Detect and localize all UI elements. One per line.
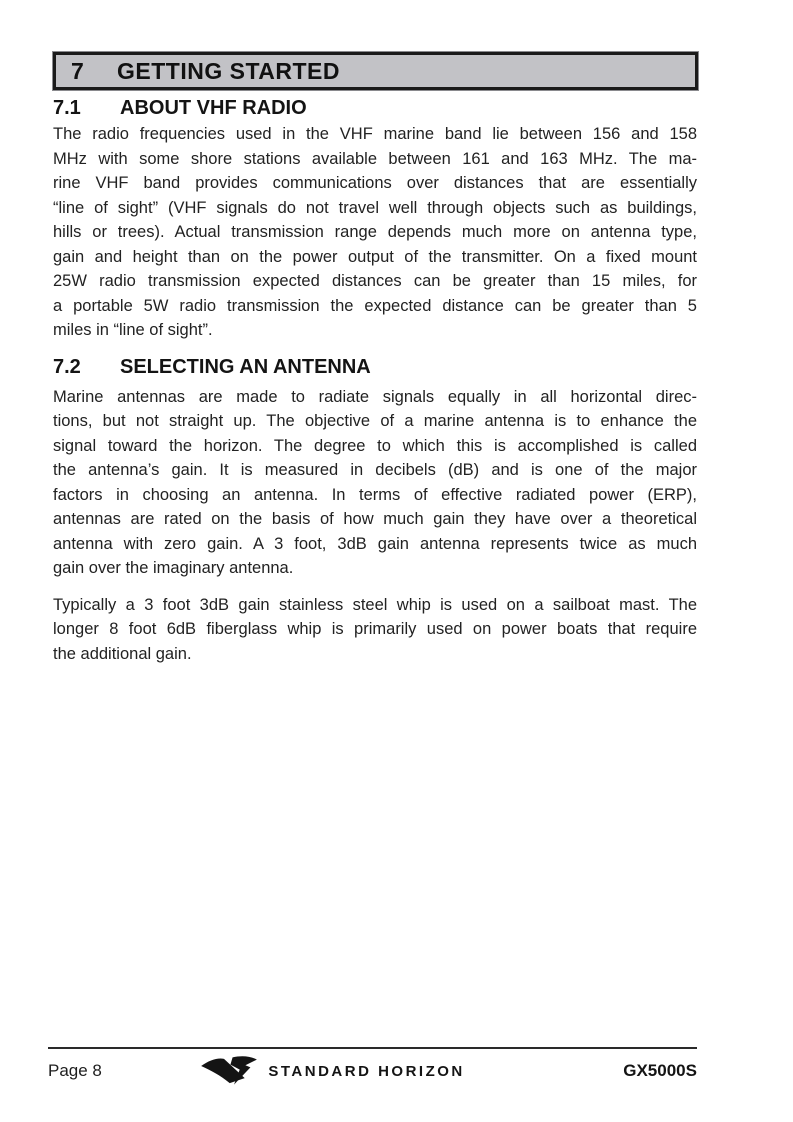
- text-line: Marine antennas are made to radiate signals equally in all horizontal direc-: [53, 387, 697, 406]
- section-heading-7-2: [53, 354, 697, 380]
- text-line: hills or trees). Actual transmission range depends much more on antenna type,: [53, 223, 697, 241]
- brand-logo: [200, 1056, 464, 1086]
- text-line: Typically a 3 foot 3dB gain stainless steel whip is used on a sailboat mast. The: [53, 595, 697, 614]
- chapter-number: 7: [71, 57, 85, 84]
- text-line: 25W radio transmission expected distances can be greater than 15 miles, for: [53, 272, 697, 290]
- page-number-label: Page 8: [48, 1061, 102, 1080]
- text-line: gain and height than on the power output of the transmitter. On a fixed mount: [53, 247, 697, 266]
- text-line: a portable 5W radio transmission the expected distance can be greater than 5: [53, 296, 697, 315]
- text-line: tions, but not straight up. The objective of a marine antenna is to enhance the: [53, 412, 697, 430]
- paragraph-antenna-gain: [53, 385, 697, 581]
- section-number: 7.2: [53, 355, 81, 378]
- footer-row: [48, 1056, 697, 1086]
- text-line: the additional gain.: [53, 644, 192, 663]
- text-line: MHz with some shore stations available between 161 and 163 MHz. The ma-: [53, 149, 697, 168]
- section-title: SELECTING AN ANTENNA: [120, 355, 371, 378]
- chapter-title: GETTING STARTED: [117, 57, 341, 84]
- page-content: [53, 52, 697, 666]
- chapter-header-bar: [53, 52, 698, 90]
- standard-horizon-swoosh-icon: [200, 1056, 258, 1086]
- text-line: signal toward the horizon. The degree to which this is accomplished is called: [53, 436, 697, 455]
- section-heading-7-1: [53, 95, 697, 121]
- section-title: ABOUT VHF RADIO: [120, 97, 307, 119]
- section-number: 7.1: [53, 97, 81, 119]
- brand-name: STANDARD HORIZON: [268, 1062, 465, 1080]
- text-line: miles in “line of sight”.: [53, 321, 213, 339]
- paragraph-whip-antennas: [53, 593, 697, 667]
- text-line: factors in choosing an antenna. In terms of effective radiated power (ERP),: [53, 485, 697, 504]
- text-line: “line of sight” (VHF signals do not travel well through objects such as buildings,: [53, 198, 697, 217]
- paragraph-about-vhf: [53, 122, 697, 343]
- text-line: gain over the imaginary antenna.: [53, 559, 294, 577]
- page-footer: [48, 1047, 697, 1086]
- text-line: antenna with zero gain. A 3 foot, 3dB gain antenna represents twice as much: [53, 534, 697, 553]
- model-number: GX5000S: [623, 1061, 697, 1080]
- text-line: the antenna’s gain. It is measured in decibels (dB) and is one of the major: [53, 461, 697, 479]
- text-line: The radio frequencies used in the VHF marine band lie between 156 and 158: [53, 125, 697, 143]
- footer-divider: [48, 1047, 697, 1049]
- text-line: antennas are rated on the basis of how much gain they have over a theoretical: [53, 510, 697, 528]
- text-line: rine VHF band provides communications over distances that are essentially: [53, 174, 697, 192]
- text-line: longer 8 foot 6dB fiberglass whip is primarily used on power boats that require: [53, 620, 697, 638]
